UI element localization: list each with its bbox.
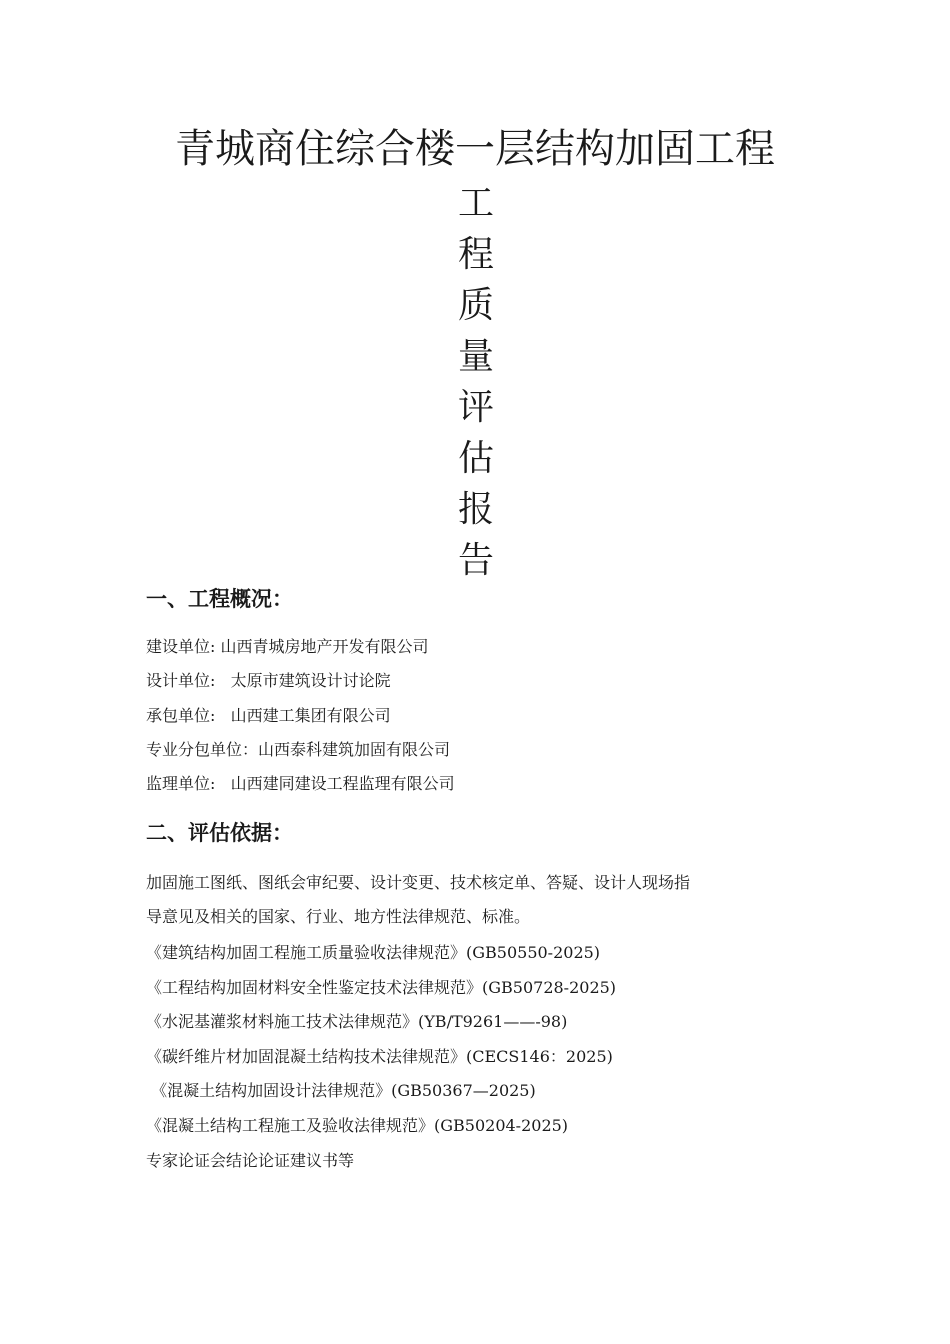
basis-paragraph xyxy=(146,866,806,934)
title-char: 质 xyxy=(457,285,494,326)
title-char: 告 xyxy=(457,540,494,581)
title-char: 工 xyxy=(457,183,494,224)
document-title: 青城商住综合楼一层结构加固工程 xyxy=(175,126,775,172)
party-line: 监理单位: 山西建同建设工程监理有限公司 xyxy=(146,774,455,794)
standard-item: 《工程结构加固材料安全性鉴定技术法律规范》(GB50728-2025) xyxy=(146,977,617,997)
project-parties-list xyxy=(146,632,455,803)
title-char: 评 xyxy=(457,387,494,428)
standard-item: 《混凝土结构加固设计法律规范》(GB50367—2025) xyxy=(146,1081,536,1100)
party-line: 设计单位: 太原市建筑设计讨论院 xyxy=(146,671,391,691)
title-char: 估 xyxy=(457,438,494,479)
standard-item: 《碳纤维片材加固混凝土结构技术法律规范》(CECS146：2025) xyxy=(146,1046,613,1066)
basis-paragraph-line: 加固施工图纸、图纸会审纪要、设计变更、技术核定单、答疑、设计人现场指 xyxy=(146,873,691,892)
party-line: 承包单位: 山西建工集团有限公司 xyxy=(146,705,391,725)
title-char: 量 xyxy=(457,336,494,377)
standard-item: 《水泥基灌浆材料施工技术法律规范》(YB/T9261——-98) xyxy=(146,1012,568,1031)
title-char: 程 xyxy=(457,234,494,275)
party-line: 建设单位: 山西青城房地产开发有限公司 xyxy=(146,637,429,656)
basis-paragraph-line: 导意见及相关的国家、行业、地方性法律规范、标准。 xyxy=(146,907,531,926)
standard-item: 《混凝土结构工程施工及验收法律规范》(GB50204-2025) xyxy=(146,1115,569,1135)
standards-list xyxy=(146,938,616,1145)
title-char: 报 xyxy=(457,489,494,530)
section-heading-basis: 二、评估依据： xyxy=(146,821,293,845)
document-title-vertical xyxy=(448,178,504,586)
standard-item: 《建筑结构加固工程施工质量验收法律规范》(GB50550-2025) xyxy=(146,943,601,962)
closing-line: 专家论证会结论论证建议书等 xyxy=(146,1151,355,1170)
party-line: 专业分包单位：山西泰科建筑加固有限公司 xyxy=(146,739,451,759)
section-heading-overview: 一、工程概况： xyxy=(146,587,293,611)
